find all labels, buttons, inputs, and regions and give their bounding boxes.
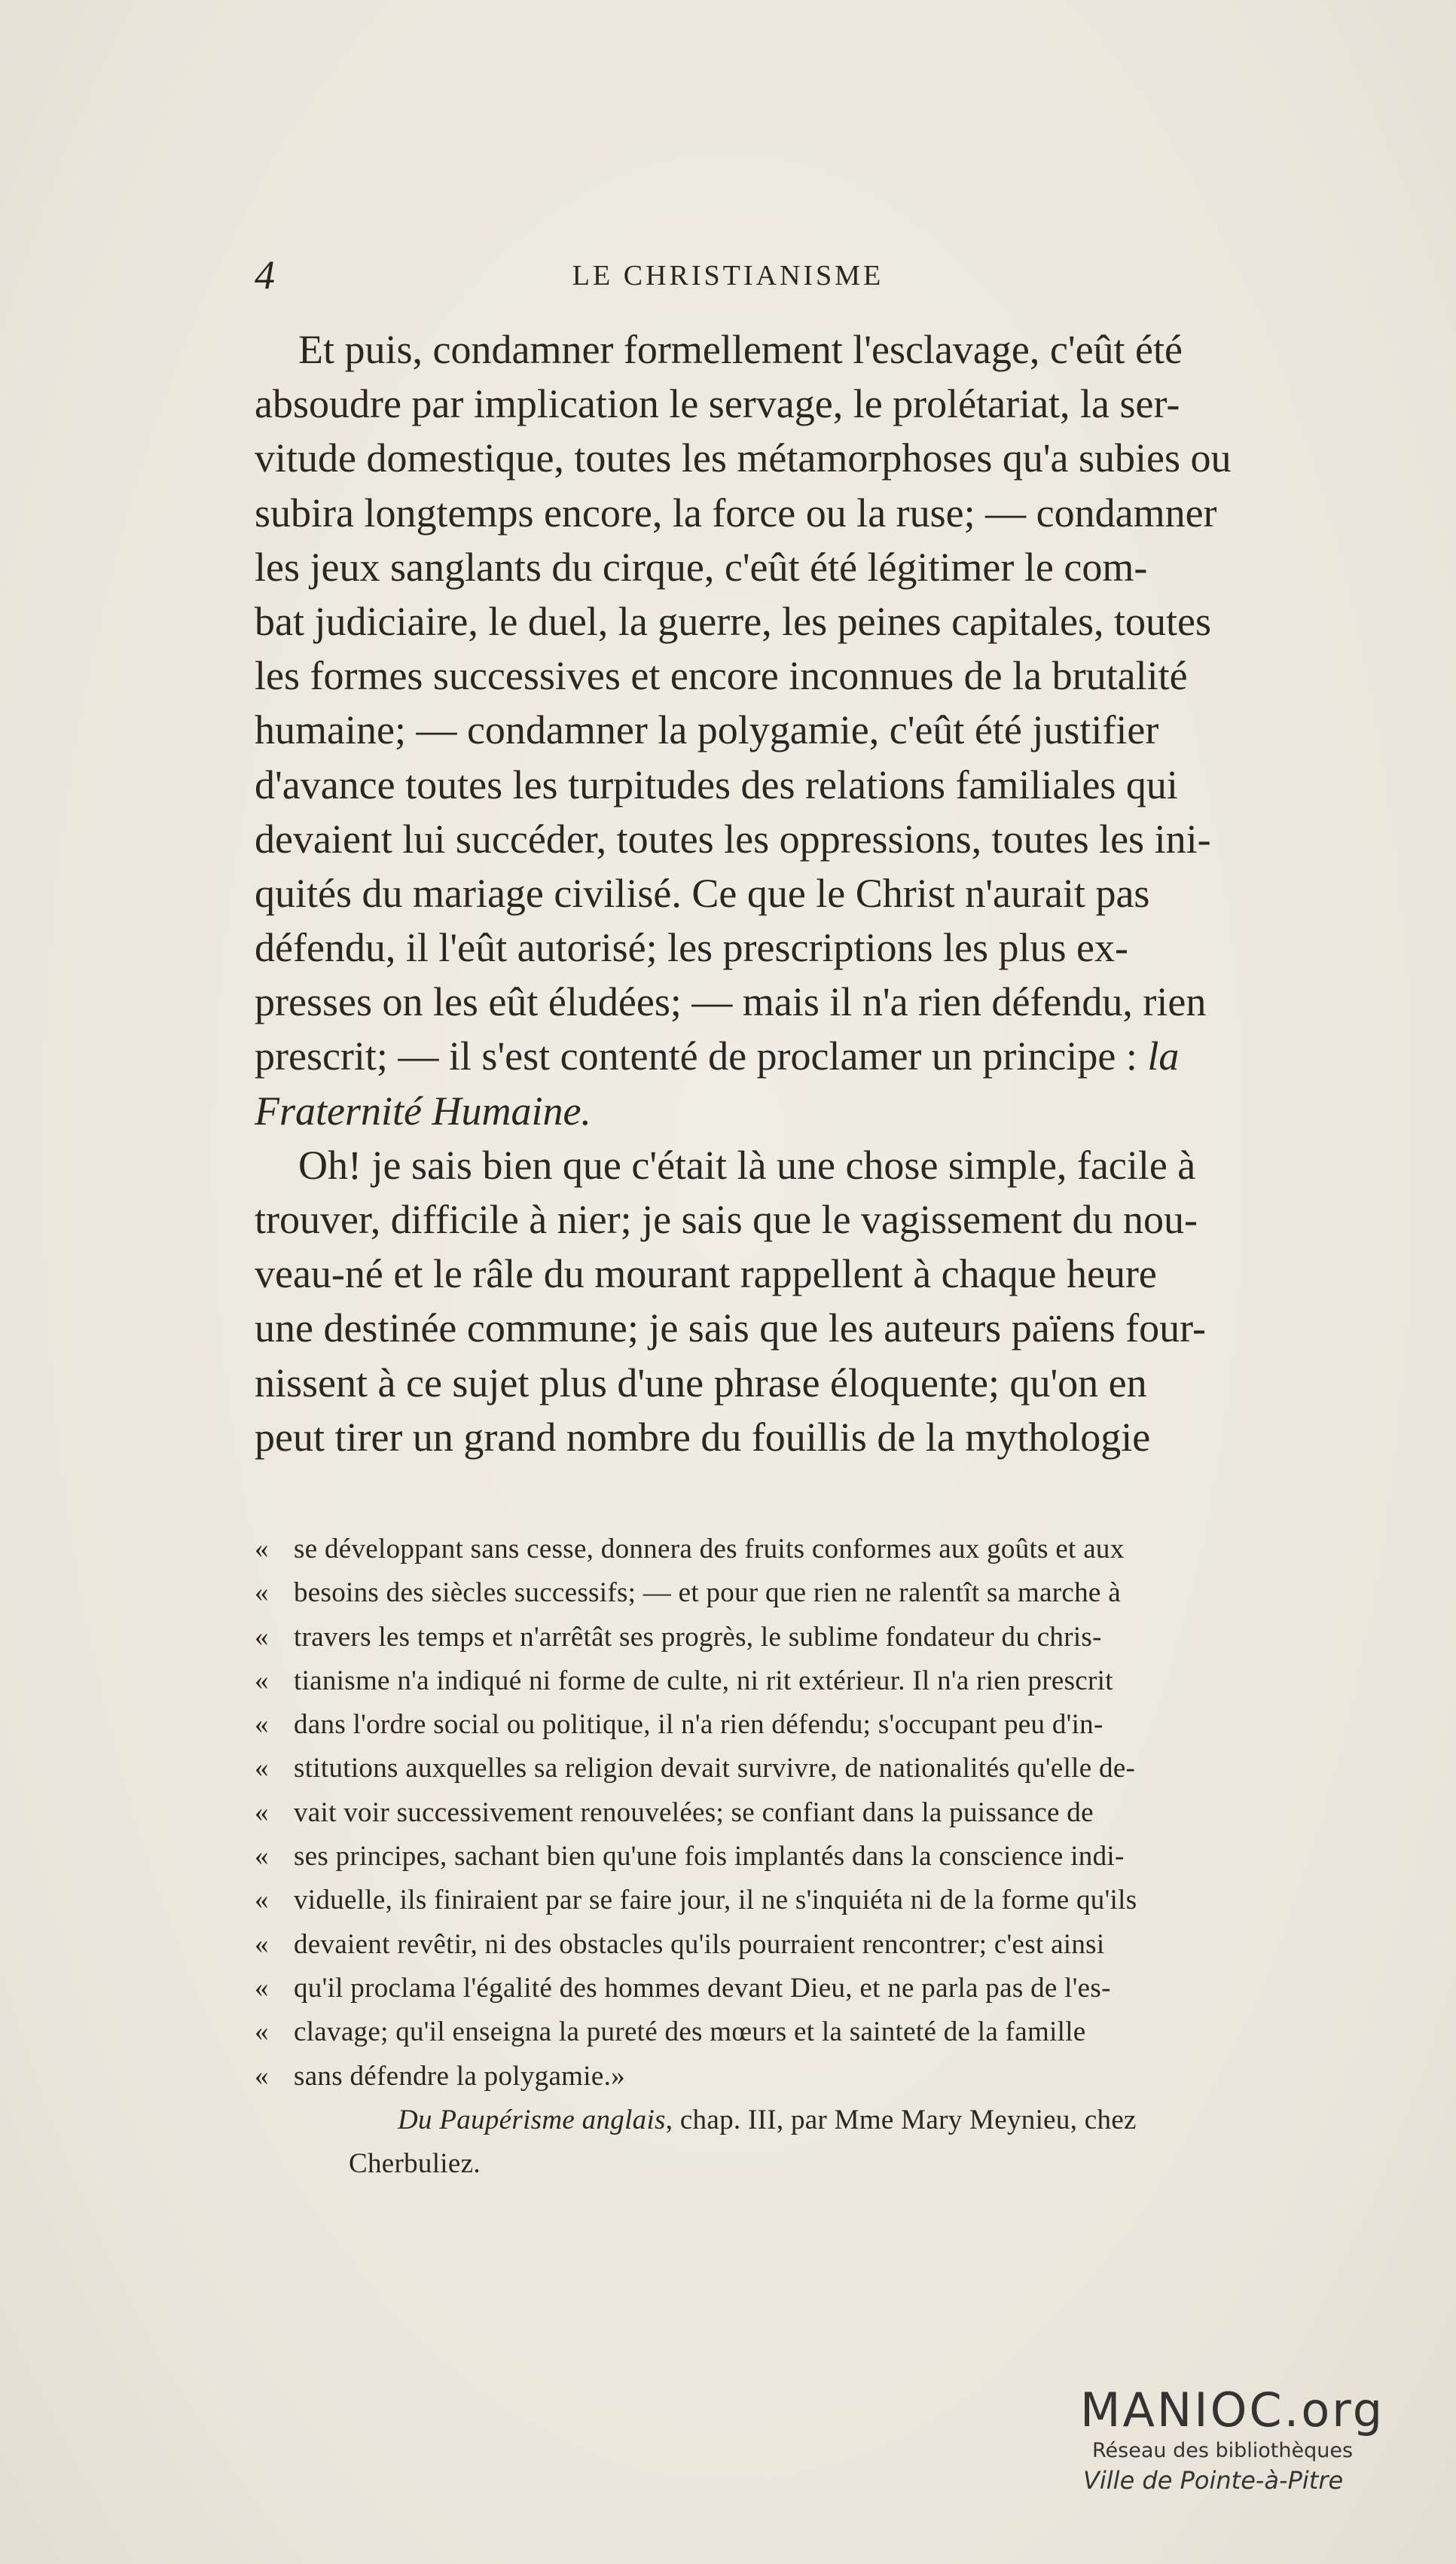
text-segment: prescrit; — il s'est contenté de proclamer un principe : [255, 1033, 1148, 1079]
footnote-text: devaient revêtir, ni des obstacles qu'ils pourraient rencontrer; c'est ainsi [294, 1928, 1105, 1960]
text-line: quités du mariage civilisé. Ce que le Christ n'aurait pas [255, 870, 1150, 916]
text-line: les formes successives et encore inconnues de la brutalité [255, 653, 1188, 699]
footnote-line [255, 1967, 1362, 2010]
footnote-line [255, 1528, 1362, 1571]
running-head: LE CHRISTIANISME [572, 260, 884, 292]
quote-mark: « [255, 1796, 269, 1828]
footnote-line [255, 1616, 1362, 1659]
quote-mark: « [255, 1972, 269, 2004]
text-line: presses on les eût éludées; — mais il n'a rien défendu, rien [255, 979, 1207, 1025]
watermark-city: Ville de Pointe-à-Pitre [1083, 2466, 1344, 2495]
italic-phrase: Fraternité Humaine. [255, 1088, 591, 1134]
quote-mark: « [255, 1841, 269, 1873]
quote-mark: « [255, 1709, 269, 1741]
footnote-text: stitutions auxquelles sa religion devait survivre, de nationalités qu'elle de- [294, 1753, 1136, 1784]
footnote-text: qu'il proclama l'égalité des hommes devant Dieu, et ne parla pas de l'es- [294, 1972, 1111, 2004]
footnote-line [255, 1835, 1362, 1879]
text-line: veau-né et le râle du mourant rappellent à chaque heure [255, 1251, 1157, 1297]
footnote-line [255, 1747, 1362, 1790]
italic-article: la [1147, 1033, 1180, 1079]
footnote-line [255, 2055, 1362, 2099]
text-line-with-italic [255, 1029, 1354, 1083]
footnote-citation-cont: Cherbuliez. [349, 2148, 481, 2180]
quote-mark: « [255, 1534, 269, 1564]
footnote-text: viduelle, ils finiraient par se faire jour, il ne s'inquiéta ni de la forme qu'ils [294, 1885, 1137, 1916]
footnote-text: sans défendre la polygamie.» [294, 2060, 625, 2092]
quote-mark: « [255, 2060, 269, 2092]
quote-mark: « [255, 1577, 269, 1609]
citation-details: , chap. III, par Mme Mary Meynieu, chez [665, 2104, 1137, 2135]
text-line: trouver, difficile à nier; je sais que le vagissement du nou- [255, 1197, 1198, 1242]
manioc-watermark [1080, 2384, 1427, 2495]
footnote-text: travers les temps et n'arrêtât ses progrès, le sublime fondateur du chris- [294, 1621, 1102, 1653]
text-line: nissent à ce sujet plus d'une phrase éloquente; qu'on en [255, 1360, 1147, 1406]
quote-mark: « [255, 1885, 269, 1916]
footnote-text: clavage; qu'il enseigna la pureté des mœurs et la sainteté de la famille [294, 2016, 1086, 2048]
footnote-citation [255, 2099, 1362, 2142]
quote-mark: « [255, 1753, 269, 1784]
text-line: devaient lui succéder, toutes les oppressions, toutes les ini- [255, 816, 1211, 862]
footnote-line [255, 1659, 1362, 1703]
footnote-line [255, 1571, 1362, 1615]
footnote-line [255, 1879, 1362, 1922]
text-line: Et puis, condamner formellement l'esclavage, c'eût été [298, 327, 1183, 372]
text-line: Oh! je sais bien que c'était là une chose simple, facile à [298, 1142, 1196, 1188]
text-line: humaine; — condamner la polygamie, c'eût été justifier [255, 707, 1159, 753]
text-line: absoudre par implication le servage, le prolétariat, la ser- [255, 381, 1180, 427]
footnote-line [255, 1703, 1362, 1747]
text-line: vitude domestique, toutes les métamorphoses qu'a subies ou [255, 435, 1232, 481]
footnote-text: se développant sans cesse, donnera des fruits conformes aux goûts et aux [294, 1534, 1125, 1564]
footnote-line [255, 1923, 1362, 1967]
watermark-brand: MANIOC.org [1080, 2382, 1385, 2437]
text-line: une destinée commune; je sais que les auteurs païens four- [255, 1305, 1207, 1351]
footnote-text: tianisme n'a indiqué ni forme de culte, ni rit extérieur. Il n'a rien prescrit [294, 1665, 1113, 1696]
text-line: défendu, il l'eût autorisé; les prescriptions les plus ex- [255, 925, 1128, 971]
footnote-text: vait voir successivement renouvelées; se confiant dans la puissance de [294, 1796, 1094, 1828]
quote-mark: « [255, 1928, 269, 1960]
footnote-line [255, 1791, 1362, 1835]
footnote-line [255, 2010, 1362, 2054]
text-line: peut tirer un grand nombre du fouillis de la mythologie [255, 1414, 1151, 1460]
text-line: d'avance toutes les turpitudes des relations familiales qui [255, 762, 1178, 807]
quote-mark: « [255, 1665, 269, 1696]
text-line: subira longtemps encore, la force ou la ruse; — condamner [255, 490, 1217, 536]
footnote-text: ses principes, sachant bien qu'une fois implantés dans la conscience indi- [294, 1841, 1125, 1873]
page-number: 4 [255, 252, 275, 298]
quote-mark: « [255, 2016, 269, 2048]
page-header [0, 249, 1456, 301]
text-line [255, 1084, 1354, 1138]
quote-mark: « [255, 1621, 269, 1653]
citation-title: Du Paupérisme anglais [398, 2104, 666, 2135]
text-line: bat judiciaire, le duel, la guerre, les peines capitales, toutes [255, 598, 1212, 644]
footnote [255, 1528, 1362, 2186]
footnote-text: dans l'ordre social ou politique, il n'a rien défendu; s'occupant peu d'in- [294, 1709, 1103, 1741]
footnote-text: besoins des siècles successifs; — et pour que rien ne ralentît sa marche à [294, 1577, 1121, 1609]
main-text [255, 322, 1354, 1464]
text-line: les jeux sanglants du cirque, c'eût été légitimer le com- [255, 544, 1148, 590]
watermark-subtitle: Réseau des bibliothèques [1092, 2439, 1354, 2462]
